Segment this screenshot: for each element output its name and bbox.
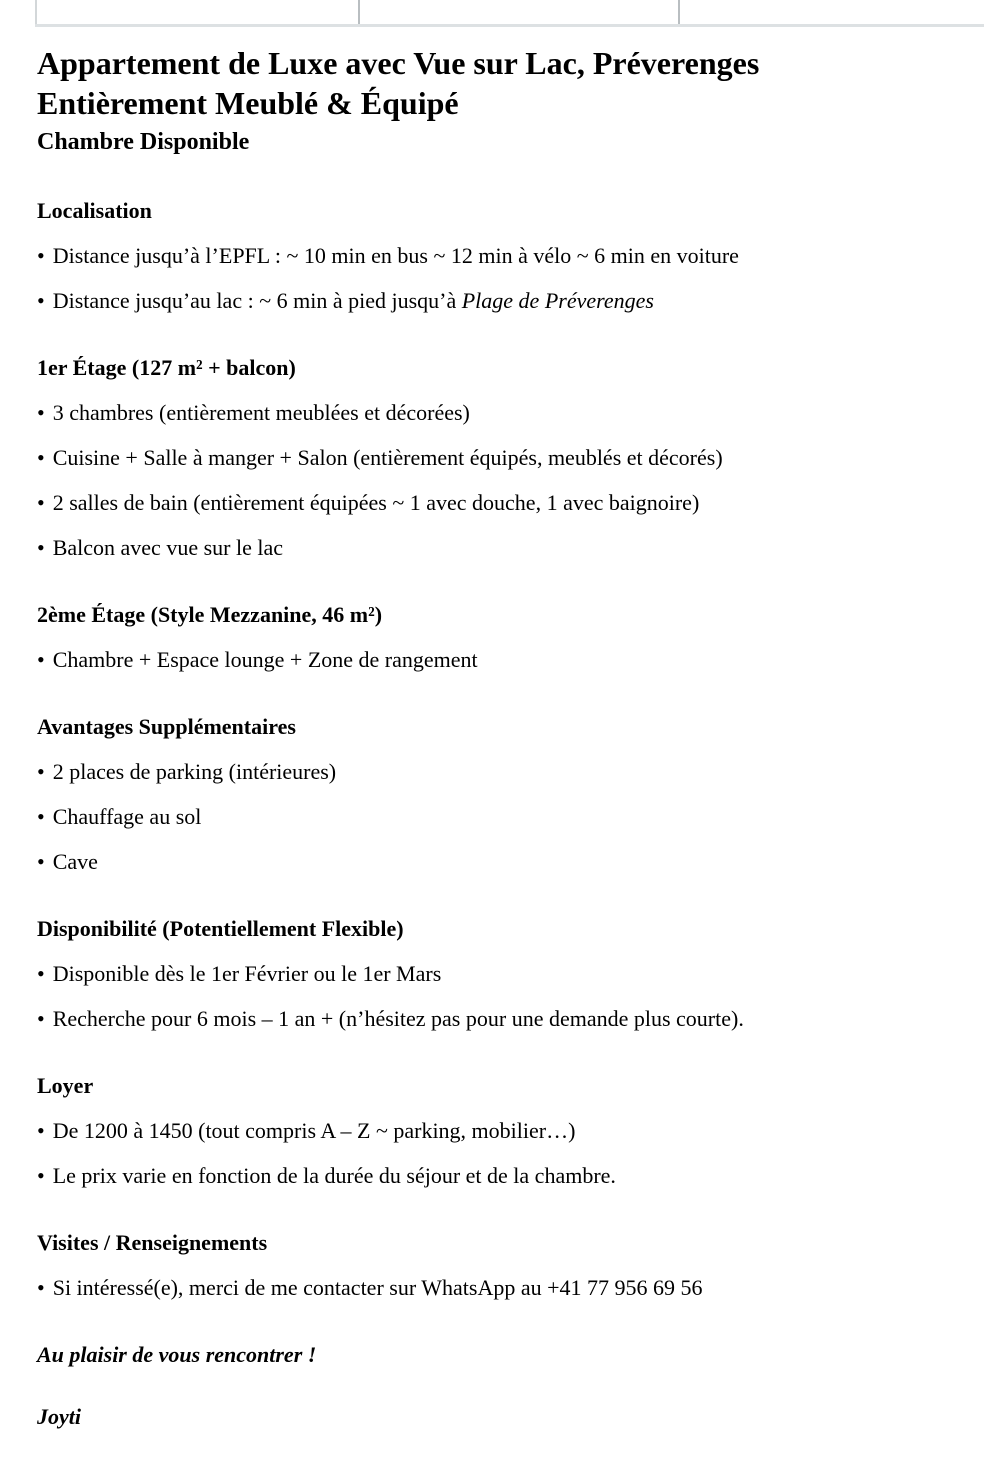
bullet-item (37, 849, 947, 875)
signature: Joyti (37, 1404, 81, 1429)
bullet-text: Distance jusqu’au lac : ~ 6 min à pied jusqu’à (52, 288, 462, 313)
bullet-text: De 1200 à 1450 (tout compris A – Z ~ parking, mobilier…) (52, 1118, 576, 1143)
bullet-item (37, 288, 947, 314)
listing-subtitle: Chambre Disponible (37, 129, 250, 155)
bullet-text: 3 chambres (entièrement meublées et décorées) (52, 400, 470, 425)
bullet-marker: • (37, 961, 45, 986)
section-heading-localisation: Localisation (37, 198, 152, 223)
closing-line: Au plaisir de vous rencontrer ! (37, 1342, 317, 1367)
bullet-text: Chambre + Espace lounge + Zone de rangement (52, 647, 478, 672)
bullet-text: Balcon avec vue sur le lac (52, 535, 283, 560)
table-cell (360, 0, 680, 24)
table-cell (35, 0, 360, 24)
section-heading-visites: Visites / Renseignements (37, 1230, 268, 1255)
section-heading-etage-2: 2ème Étage (Style Mezzanine, 46 m²) (37, 602, 383, 627)
listing-title (37, 43, 947, 123)
bullet-text-italic: Plage de Préverenges (461, 288, 654, 313)
section-heading-loyer: Loyer (37, 1073, 94, 1098)
listing-title-line1: Appartement de Luxe avec Vue sur Lac, Préverenges (37, 45, 760, 81)
bullet-marker: • (37, 490, 45, 515)
bullet-marker: • (37, 535, 45, 560)
listing-content (0, 43, 984, 1430)
bullet-text: Recherche pour 6 mois – 1 an + (n’hésitez pas pour une demande plus courte). (52, 1006, 744, 1031)
bullet-item (37, 1006, 947, 1032)
bullet-marker: • (37, 804, 45, 829)
bullet-text: 2 salles de bain (entièrement équipées ~ 1 avec douche, 1 avec baignoire) (52, 490, 700, 515)
table-cell (680, 0, 984, 24)
section-heading-etage-1: 1er Étage (127 m² + balcon) (37, 355, 296, 380)
bullet-marker: • (37, 849, 45, 874)
bullet-item (37, 759, 947, 785)
bullet-marker: • (37, 288, 45, 313)
bullet-marker: • (37, 1275, 45, 1300)
bullet-text: Si intéressé(e), merci de me contacter sur WhatsApp au +41 77 956 69 56 (52, 1275, 703, 1300)
bullet-marker: • (37, 1006, 45, 1031)
bullet-text: Cuisine + Salle à manger + Salon (entièrement équipés, meublés et décorés) (52, 445, 723, 470)
bullet-marker: • (37, 647, 45, 672)
bullet-text: 2 places de parking (intérieures) (52, 759, 337, 784)
bullet-item (37, 243, 947, 269)
bullet-marker: • (37, 400, 45, 425)
bullet-item (37, 1275, 947, 1301)
bullet-item (37, 961, 947, 987)
bullet-marker: • (37, 759, 45, 784)
bullet-marker: • (37, 243, 45, 268)
bullet-marker: • (37, 445, 45, 470)
listing-title-line2: Entièrement Meublé & Équipé (37, 85, 459, 121)
section-heading-disponibilite: Disponibilité (Potentiellement Flexible) (37, 916, 404, 941)
bullet-text: Cave (52, 849, 98, 874)
bullet-text: Disponible dès le 1er Février ou le 1er Mars (52, 961, 442, 986)
bullet-item (37, 445, 947, 471)
bullet-text: Le prix varie en fonction de la durée du séjour et de la chambre. (52, 1163, 616, 1188)
bullet-marker: • (37, 1118, 45, 1143)
section-heading-avantages: Avantages Supplémentaires (37, 714, 296, 739)
bullet-item (37, 490, 947, 516)
bullet-item (37, 400, 947, 426)
table-header-row (35, 0, 984, 27)
bullet-marker: • (37, 1163, 45, 1188)
bullet-item (37, 535, 947, 561)
bullet-item (37, 647, 947, 673)
bullet-item (37, 1163, 947, 1189)
bullet-item (37, 804, 947, 830)
bullet-item (37, 1118, 947, 1144)
bullet-text: Chauffage au sol (52, 804, 202, 829)
bullet-text: Distance jusqu’à l’EPFL : ~ 10 min en bus ~ 12 min à vélo ~ 6 min en voiture (52, 243, 739, 268)
